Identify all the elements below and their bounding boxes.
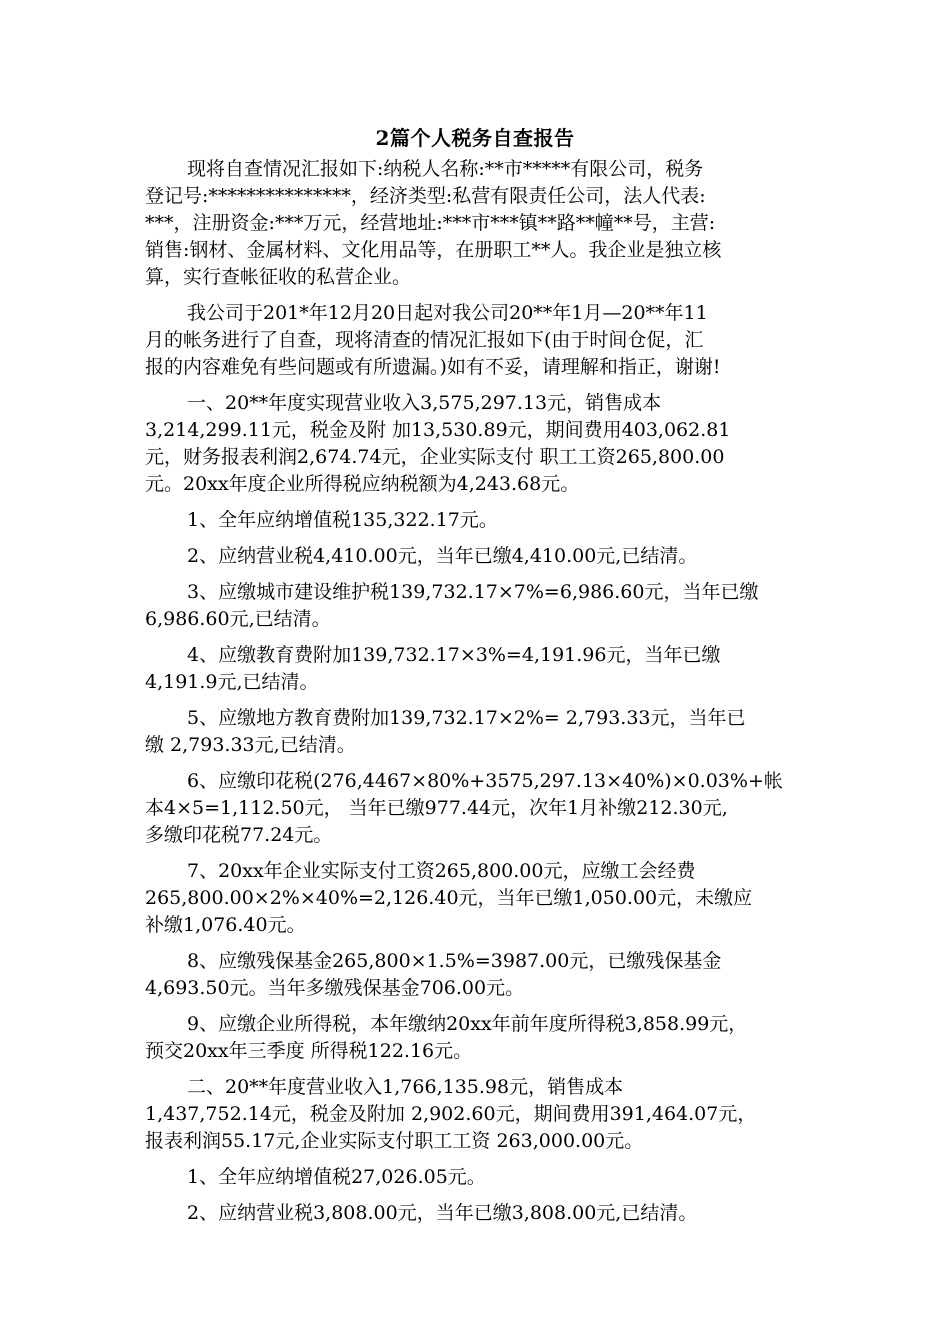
text-line: 销售:钢材、金属材料、文化用品等，在册职工**人。我企业是独立核 <box>145 239 722 261</box>
paragraph <box>145 1200 825 1227</box>
text-line: 2、应纳营业税3,808.00元，当年已缴3,808.00元,已结清。 <box>187 1202 698 1224</box>
paragraph <box>145 1074 825 1155</box>
paragraph <box>145 948 825 1002</box>
text-line: 4、应缴教育费附加139,732.17×3%=4,191.96元，当年已缴 <box>187 644 721 666</box>
text-line: 4,693.50元。当年多缴残保基金706.00元。 <box>145 977 525 999</box>
paragraph <box>145 507 825 534</box>
text-line: 多缴印花税77.24元。 <box>145 824 333 846</box>
text-line: 1,437,752.14元，税金及附加 2,902.60元，期间费用391,464.07元， <box>145 1103 757 1125</box>
document-body <box>145 156 825 1236</box>
text-line: 月的帐务进行了自查，现将清查的情况汇报如下(由于时间仓促，汇 <box>145 329 704 351</box>
paragraph <box>145 705 825 759</box>
text-line: 预交20xx年三季度 所得税122.16元。 <box>145 1040 473 1062</box>
text-line: 现将自查情况汇报如下:纳税人名称:**市*****有限公司，税务 <box>187 158 704 180</box>
text-line: 6,986.60元,已结清。 <box>145 608 331 630</box>
text-line: 3、应缴城市建设维护税139,732.17×7%=6,986.60元，当年已缴 <box>187 581 759 603</box>
text-line: 9、应缴企业所得税，本年缴纳20xx年前年度所得税3,858.99元， <box>187 1013 748 1035</box>
paragraph <box>145 579 825 633</box>
text-line: 元，财务报表利润2,674.74元，企业实际支付 职工工资265,800.00 <box>145 446 725 468</box>
paragraph <box>145 1011 825 1065</box>
text-line: 8、应缴残保基金265,800×1.5%=3987.00元，已缴残保基金 <box>187 950 722 972</box>
text-line: 缴 2,793.33元,已结清。 <box>145 734 356 756</box>
text-line: 我公司于201*年12月20日起对我公司20**年1月—20**年11 <box>187 302 708 324</box>
text-line: 报的内容难免有些问题或有所遗漏。)如有不妥，请理解和指正，谢谢! <box>145 356 721 378</box>
text-line: 一、20**年度实现营业收入3,575,297.13元，销售成本 <box>187 392 662 414</box>
text-line: 报表利润55.17元,企业实际支付职工工资 263,000.00元。 <box>145 1130 644 1152</box>
text-line: 2、应纳营业税4,410.00元，当年已缴4,410.00元,已结清。 <box>187 545 698 567</box>
text-line: 4,191.9元,已结清。 <box>145 671 319 693</box>
paragraph <box>145 768 825 849</box>
text-line: 元。20xx年度企业所得税应纳税额为4,243.68元。 <box>145 473 580 495</box>
text-line: ***，注册资金:***万元，经营地址:***市***镇**路**幢**号，主营: <box>145 212 716 234</box>
paragraph <box>145 300 825 381</box>
paragraph <box>145 858 825 939</box>
paragraph <box>145 156 825 291</box>
text-line: 1、全年应纳增值税135,322.17元。 <box>187 509 498 531</box>
text-line: 7、20xx年企业实际支付工资265,800.00元，应缴工会经费 <box>187 860 696 882</box>
text-line: 265,800.00×2%×40%=2,126.40元，当年已缴1,050.00元，未缴应 <box>145 887 753 909</box>
text-line: 3,214,299.11元，税金及附 加13,530.89元，期间费用403,062.81 <box>145 419 731 441</box>
paragraph <box>145 543 825 570</box>
text-line: 6、应缴印花税(276,4467×80%+3575,297.13×40%)×0.03%+帐 <box>187 770 783 792</box>
paragraph <box>145 390 825 498</box>
text-line: 5、应缴地方教育费附加139,732.17×2%= 2,793.33元，当年已 <box>187 707 746 729</box>
text-line: 补缴1,076.40元。 <box>145 914 306 936</box>
paragraph <box>145 1164 825 1191</box>
paragraph <box>145 642 825 696</box>
document-title: 2篇个人税务自查报告 <box>375 126 575 150</box>
text-line: 1、全年应纳增值税27,026.05元。 <box>187 1166 486 1188</box>
text-line: 本4×5=1,112.50元， 当年已缴977.44元，次年1月补缴212.30元, <box>145 797 728 819</box>
text-line: 算，实行查帐征收的私营企业。 <box>145 266 412 288</box>
text-line: 登记号:***************，经济类型:私营有限责任公司，法人代表: <box>145 185 706 207</box>
text-line: 二、20**年度营业收入1,766,135.98元，销售成本 <box>187 1076 624 1098</box>
